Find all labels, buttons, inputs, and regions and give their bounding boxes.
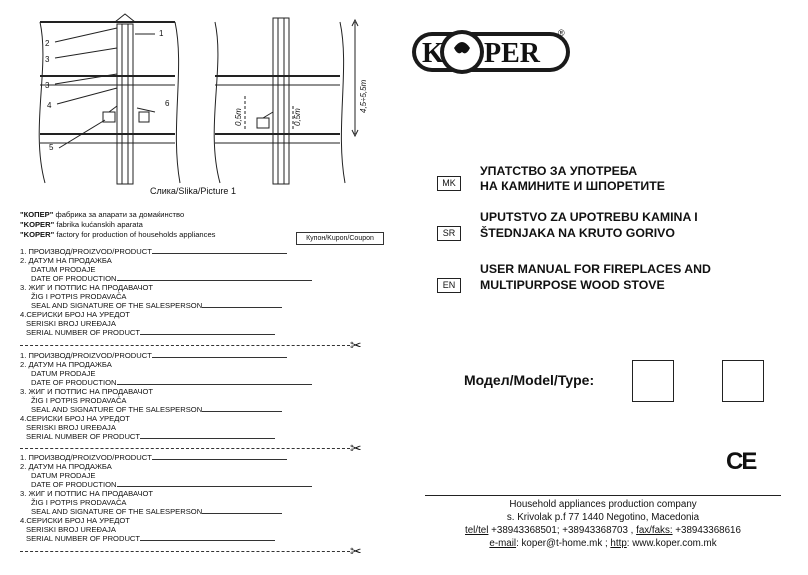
title-mk-1: УПАТСТВО ЗА УПОТРЕБА (480, 164, 638, 178)
cut-line-3 (20, 551, 350, 552)
label-2: 2 (45, 39, 50, 48)
coupon2-serial-sr: SERISKI BROJ UREĐAJA (26, 423, 116, 432)
company-line-en: "KOPER" factory for production of households appliances (20, 230, 216, 239)
koper-logo (408, 22, 574, 82)
logo-text: PER (484, 38, 540, 69)
model-input-1[interactable] (632, 360, 674, 402)
title-en-1: USER MANUAL FOR FIREPLACES AND (480, 262, 711, 276)
coupon3-seal-en[interactable]: SEAL AND SIGNATURE OF THE SALESPERSON (31, 507, 282, 516)
scissors-icon: ✂ (350, 543, 362, 559)
coupon-label: Купон/Kupon/Coupon (296, 232, 384, 245)
model-label: Модел/Model/Type: (464, 372, 595, 388)
title-mk-2: НА КАМИНИТЕ И ШПОРЕТИТЕ (480, 179, 665, 193)
footer-company: Household appliances production company (509, 499, 697, 510)
coupon1-serial: 4.СЕРИСКИ БРОЈ НА УРЕДОТ (20, 310, 130, 319)
coupon2-date: 2. ДАТУМ НА ПРОДАЖБА (20, 360, 112, 369)
footer-phone: tel/tel +38943368501; +38943368703 , fax/faks: +38943368616 (465, 525, 741, 536)
logo-k: K (422, 38, 444, 69)
coupon3-date-en[interactable]: DATE OF PRODUCTION (31, 480, 312, 489)
label-5: 5 (49, 143, 54, 152)
label-3a: 3 (45, 55, 50, 64)
coupon3-seal-sr: ŽIG I POTPIS PRODAVAČA (31, 498, 127, 507)
coupon2-seal: 3. ЖИГ И ПОТПИС НА ПРОДАВАЧОТ (20, 387, 154, 396)
title-sr-1: UPUTSTVO ZA UPOTREBU KAMINA I (480, 210, 698, 224)
coupon1-seal-en[interactable]: SEAL AND SIGNATURE OF THE SALESPERSON (31, 301, 282, 310)
footer-contact[interactable]: e-mail: koper@t-home.mk ; http: www.koper.com.mk (489, 538, 717, 549)
label-3b: 3 (45, 81, 50, 90)
label-4: 4 (47, 101, 52, 110)
coupon3-date: 2. ДАТУМ НА ПРОДАЖБА (20, 462, 112, 471)
coupon2-product[interactable]: 1. ПРОИЗВОД/PROIZVOD/PRODUCT (20, 351, 287, 360)
company-line-mk: "КОПЕР" фабрика за апарати за домаќинство (20, 210, 185, 219)
ce-mark: CE (726, 448, 756, 475)
dim-right: 0,5m (293, 108, 302, 126)
company-line-sr: "KOPER" fabrika kućanskih aparata (20, 220, 143, 229)
coupon3-serial: 4.СЕРИСКИ БРОЈ НА УРЕДОТ (20, 516, 130, 525)
coupon3-date-sr: DATUM PRODAJE (31, 471, 96, 480)
coupon1-date-en[interactable]: DATE OF PRODUCTION (31, 274, 312, 283)
coupon1-date-sr: DATUM PRODAJE (31, 265, 96, 274)
dim-height: 4,5÷5,5m (359, 79, 368, 113)
coupon3-seal: 3. ЖИГ И ПОТПИС НА ПРОДАВАЧОТ (20, 489, 154, 498)
registered-mark: ® (558, 28, 565, 38)
footer-address: s. Krivolak p.f 77 1440 Negotino, Macedonia (506, 512, 700, 523)
coupon1-serial-sr: SERISKI BROJ UREĐAJA (26, 319, 116, 328)
model-input-2[interactable] (722, 360, 764, 402)
coupon1-product[interactable]: 1. ПРОИЗВОД/PROIZVOD/PRODUCT (20, 247, 287, 256)
coupon1-seal: 3. ЖИГ И ПОТПИС НА ПРОДАВАЧОТ (20, 283, 154, 292)
coupon1-serial-en[interactable]: SERIAL NUMBER OF PRODUCT (26, 328, 275, 337)
coupon3-serial-en[interactable]: SERIAL NUMBER OF PRODUCT (26, 534, 275, 543)
coupon1-date: 2. ДАТУМ НА ПРОДАЖБА (20, 256, 112, 265)
lang-badge-mk: MK (437, 176, 461, 191)
cut-line-2 (20, 448, 350, 449)
coupon1-seal-sr: ŽIG I POTPIS PRODAVAČA (31, 292, 127, 301)
coupon2-serial: 4.СЕРИСКИ БРОЈ НА УРЕДОТ (20, 414, 130, 423)
coupon2-date-en[interactable]: DATE OF PRODUCTION (31, 378, 312, 387)
title-en-2: MULTIPURPOSE WOOD STOVE (480, 278, 665, 292)
coupon3-serial-sr: SERISKI BROJ UREĐAJA (26, 525, 116, 534)
scissors-icon: ✂ (350, 440, 362, 456)
cut-line-1 (20, 345, 350, 346)
lang-badge-en: EN (437, 278, 461, 293)
footer-divider (425, 495, 781, 496)
label-6: 6 (165, 99, 170, 108)
coupon2-date-sr: DATUM PRODAJE (31, 369, 96, 378)
coupon3-product[interactable]: 1. ПРОИЗВОД/PROIZVOD/PRODUCT (20, 453, 287, 462)
coupon2-serial-en[interactable]: SERIAL NUMBER OF PRODUCT (26, 432, 275, 441)
coupon2-seal-en[interactable]: SEAL AND SIGNATURE OF THE SALESPERSON (31, 405, 282, 414)
label-1: 1 (159, 29, 164, 38)
figure-caption: Слика/Slika/Picture 1 (150, 186, 236, 196)
scissors-icon: ✂ (350, 337, 362, 353)
title-sr-2: ŠTEDNJAKA NA KRUTO GORIVO (480, 226, 675, 240)
chimney-diagram (25, 8, 370, 186)
coupon2-seal-sr: ŽIG I POTPIS PRODAVAČA (31, 396, 127, 405)
lang-badge-sr: SR (437, 226, 461, 241)
dim-left: 0,5m (234, 108, 243, 126)
